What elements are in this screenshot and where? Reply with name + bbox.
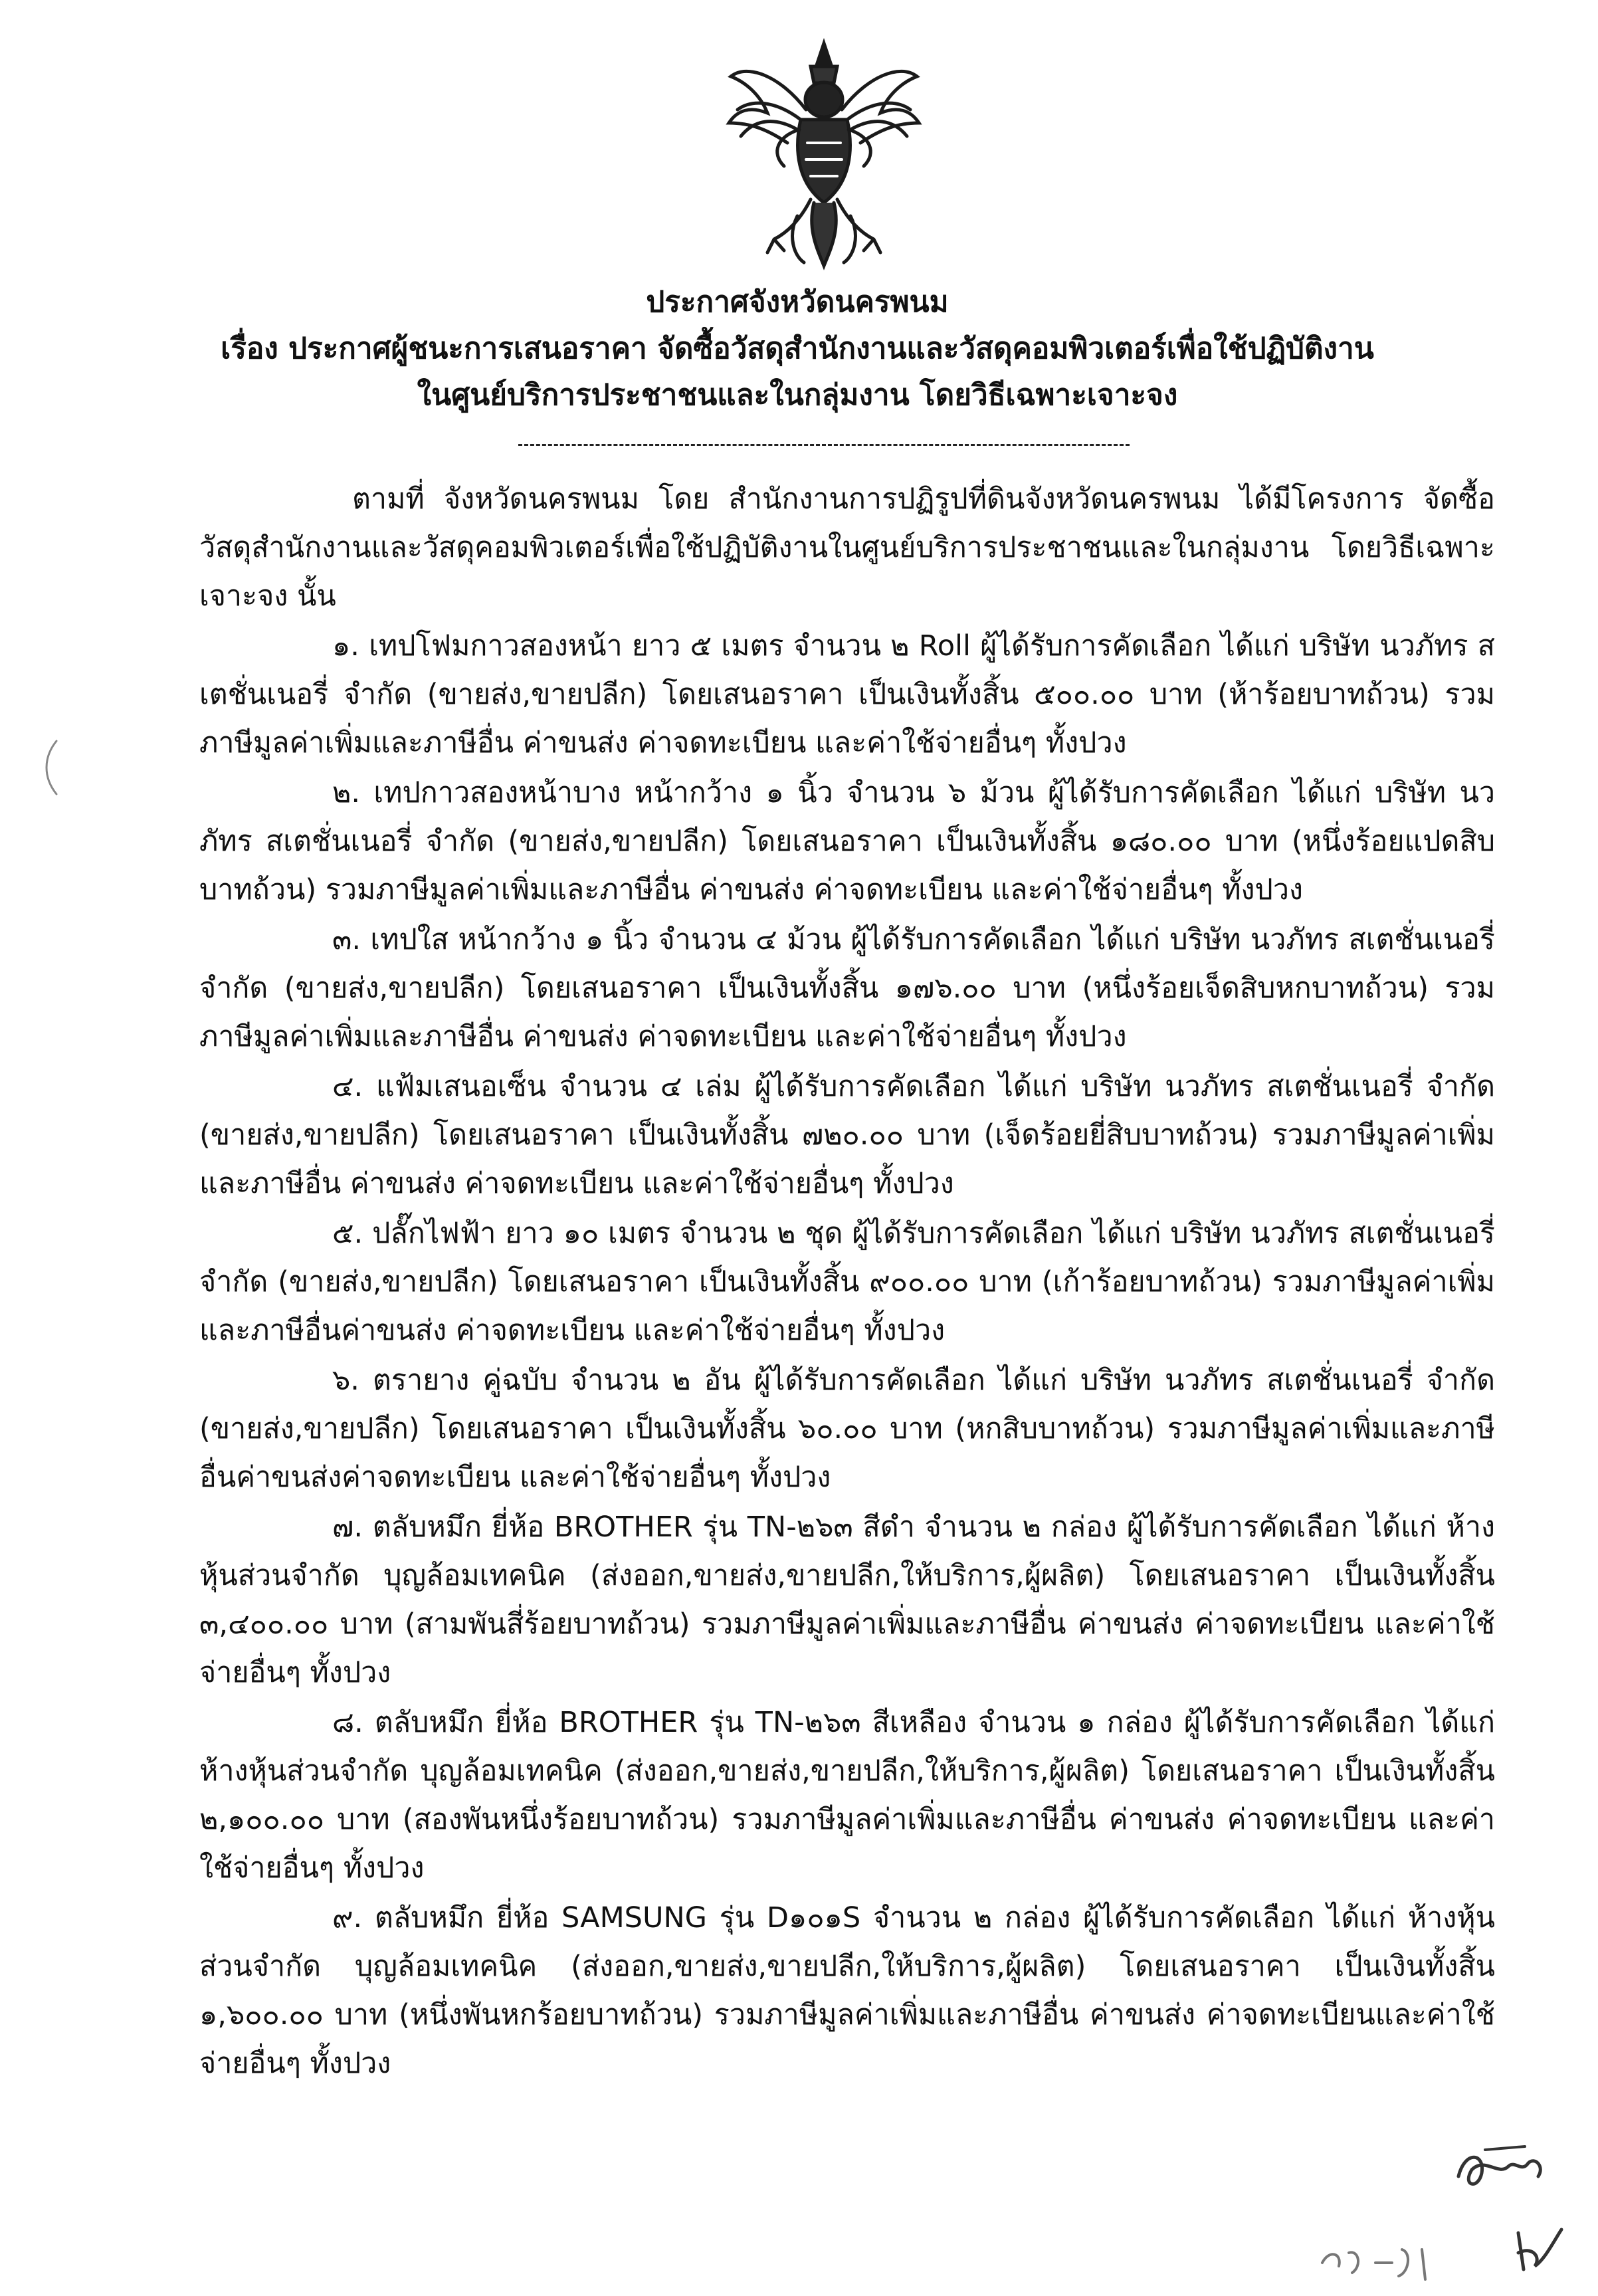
list-item: ๘. ตลับหมึก ยี่ห้อ BROTHER รุ่น TN-๒๖๓ สีเหลือง จำนวน ๑ กล่อง ผู้ได้รับการคัดเลือก ได้แก่ ห้างหุ้นส่วนจำกัด บุญล้อมเทคนิค (ส่งออก,ขายส่ง,ขายปลีก,ให้บริการ,ผู้ผลิต) โดยเสนอราคา เป็นเงินทั้งสิ้น ๒,๑๐๐.๐๐ บาท (สองพันหนึ่งร้อยบาทถ้วน) รวมภาษีมูลค่าเพิ่มและภาษีอื่น ค่าขนส่ง ค่าจดทะเบียน และค่าใช้จ่ายอื่นๆ ทั้งปวง <box>199 1706 1495 1885</box>
list-item: ๙. ตลับหมึก ยี่ห้อ SAMSUNG รุ่น D๑๐๑S จำนวน ๒ กล่อง ผู้ได้รับการคัดเลือก ได้แก่ ห้างหุ้นส่วนจำกัด บุญล้อมเทคนิค (ส่งออก,ขายส่ง,ขายปลีก,ให้บริการ,ผู้ผลิต) โดยเสนอราคา เป็นเงินทั้งสิ้น ๑,๖๐๐.๐๐ บาท (หนึ่งพันหกร้อยบาทถ้วน) รวมภาษีมูลค่าเพิ่มและภาษีอื่น ค่าขนส่ง ค่าจดทะเบียนและค่าใช้จ่ายอื่นๆ ทั้งปวง <box>199 1901 1495 2080</box>
document-header <box>199 279 1395 419</box>
list-item: ๔. แฟ้มเสนอเซ็น จำนวน ๔ เล่ม ผู้ได้รับการคัดเลือก ได้แก่ บริษัท นวภัทร สเตชั่นเนอรี่ จำกัด (ขายส่ง,ขายปลีก) โดยเสนอราคา เป็นเงินทั้งสิ้น ๗๒๐.๐๐ บาท (เจ็ดร้อยยี่สิบบาทถ้วน) รวมภาษีมูลค่าเพิ่มและภาษีอื่น ค่าขนส่ง ค่าจดทะเบียน และค่าใช้จ่ายอื่นๆ ทั้งปวง <box>199 1070 1496 1200</box>
handwritten-signature <box>1445 2137 1558 2210</box>
list-item: ๖. ตรายาง คู่ฉบับ จำนวน ๒ อัน ผู้ได้รับการคัดเลือก ได้แก่ บริษัท นวภัทร สเตชั่นเนอรี่ จำกัด (ขายส่ง,ขายปลีก) โดยเสนอราคา เป็นเงินทั้งสิ้น ๖๐.๐๐ บาท (หกสิบบาทถ้วน) รวมภาษีมูลค่าเพิ่มและภาษีอื่นค่าขนส่งค่าจดทะเบียน และค่าใช้จ่ายอื่นๆ ทั้งปวง <box>199 1364 1495 1494</box>
document-subject-line-1: เรื่อง ประกาศผู้ชนะการเสนอราคา จัดซื้อวัสดุสำนักงานและวัสดุคอมพิวเตอร์เพื่อใช้ปฏิบัติงาน <box>221 332 1374 365</box>
list-item: ๓. เทปใส หน้ากว้าง ๑ นิ้ว จำนวน ๔ ม้วน ผู้ได้รับการคัดเลือก ได้แก่ บริษัท นวภัทร สเตชั่นเนอรี่ จำกัด (ขายส่ง,ขายปลีก) โดยเสนอราคา เป็นเงินทั้งสิ้น ๑๗๖.๐๐ บาท (หนึ่งร้อยเจ็ดสิบหกบาทถ้วน) รวมภาษีมูลค่าเพิ่มและภาษีอื่น ค่าขนส่ง ค่าจดทะเบียน และค่าใช้จ่ายอื่นๆ ทั้งปวง <box>199 923 1495 1053</box>
list-item: ๕. ปลั๊กไฟฟ้า ยาว ๑๐ เมตร จำนวน ๒ ชุด ผู้ได้รับการคัดเลือก ได้แก่ บริษัท นวภัทร สเตชั่นเนอรี่ จำกัด (ขายส่ง,ขายปลีก) โดยเสนอราคา เป็นเงินทั้งสิ้น ๙๐๐.๐๐ บาท (เก้าร้อยบาทถ้วน) รวมภาษีมูลค่าเพิ่มและภาษีอื่นค่าขนส่ง ค่าจดทะเบียน และค่าใช้จ่ายอื่นๆ ทั้งปวง <box>199 1217 1495 1347</box>
document-body <box>199 475 1495 2089</box>
margin-mark <box>37 738 63 797</box>
list-item: ๒. เทปกาวสองหน้าบาง หน้ากว้าง ๑ นิ้ว จำนวน ๖ ม้วน ผู้ได้รับการคัดเลือก ได้แก่ บริษัท นวภัทร สเตชั่นเนอรี่ จำกัด (ขายส่ง,ขายปลีก) โดยเสนอราคา เป็นเงินทั้งสิ้น ๑๘๐.๐๐ บาท (หนึ่งร้อยแปดสิบบาทถ้วน) รวมภาษีมูลค่าเพิ่มและภาษีอื่น ค่าขนส่ง ค่าจดทะเบียน และค่าใช้จ่ายอื่นๆ ทั้งปวง <box>199 776 1495 906</box>
list-item: ๗. ตลับหมึก ยี่ห้อ BROTHER รุ่น TN-๒๖๓ สีดำ จำนวน ๒ กล่อง ผู้ได้รับการคัดเลือก ได้แก่ ห้างหุ้นส่วนจำกัด บุญล้อมเทคนิค (ส่งออก,ขายส่ง,ขายปลีก,ให้บริการ,ผู้ผลิต) โดยเสนอราคา เป็นเงินทั้งสิ้น ๓,๔๐๐.๐๐ บาท (สามพันสี่ร้อยบาทถ้วน) รวมภาษีมูลค่าเพิ่มและภาษีอื่น ค่าขนส่ง ค่าจดทะเบียน และค่าใช้จ่ายอื่นๆ ทั้งปวง <box>199 1511 1495 1689</box>
intro-paragraph: ตามที่ จังหวัดนครพนม โดย สำนักงานการปฏิรูปที่ดินจังหวัดนครพนม ได้มีโครงการ จัดซื้อวัสดุสำนักงานและวัสดุคอมพิวเตอร์เพื่อใช้ปฏิบัติงานในศูนย์บริการประชาชนและในกลุ่มงาน โดยวิธีเฉพาะเจาะจง นั้น <box>199 482 1495 613</box>
list-item: ๑. เทปโฟมกาวสองหน้า ยาว ๕ เมตร จำนวน ๒ Roll ผู้ได้รับการคัดเลือก ได้แก่ บริษัท นวภัทร สเตชั่นเนอรี่ จำกัด (ขายส่ง,ขายปลีก) โดยเสนอราคา เป็นเงินทั้งสิ้น ๕๐๐.๐๐ บาท (ห้าร้อยบาทถ้วน) รวมภาษีมูลค่าเพิ่มและภาษีอื่น ค่าขนส่ง ค่าจดทะเบียน และค่าใช้จ่ายอื่นๆ ทั้งปวง <box>199 629 1495 760</box>
header-divider <box>518 444 1130 446</box>
document-title: ประกาศจังหวัดนครพนม <box>646 285 949 319</box>
handwritten-note <box>1312 2236 1445 2289</box>
garuda-emblem-icon <box>721 37 927 276</box>
handwritten-initials <box>1505 2220 1571 2279</box>
document-subject-line-2: ในศูนย์บริการประชาชนและในกลุ่มงาน โดยวิธีเฉพาะเจาะจง <box>417 378 1178 412</box>
